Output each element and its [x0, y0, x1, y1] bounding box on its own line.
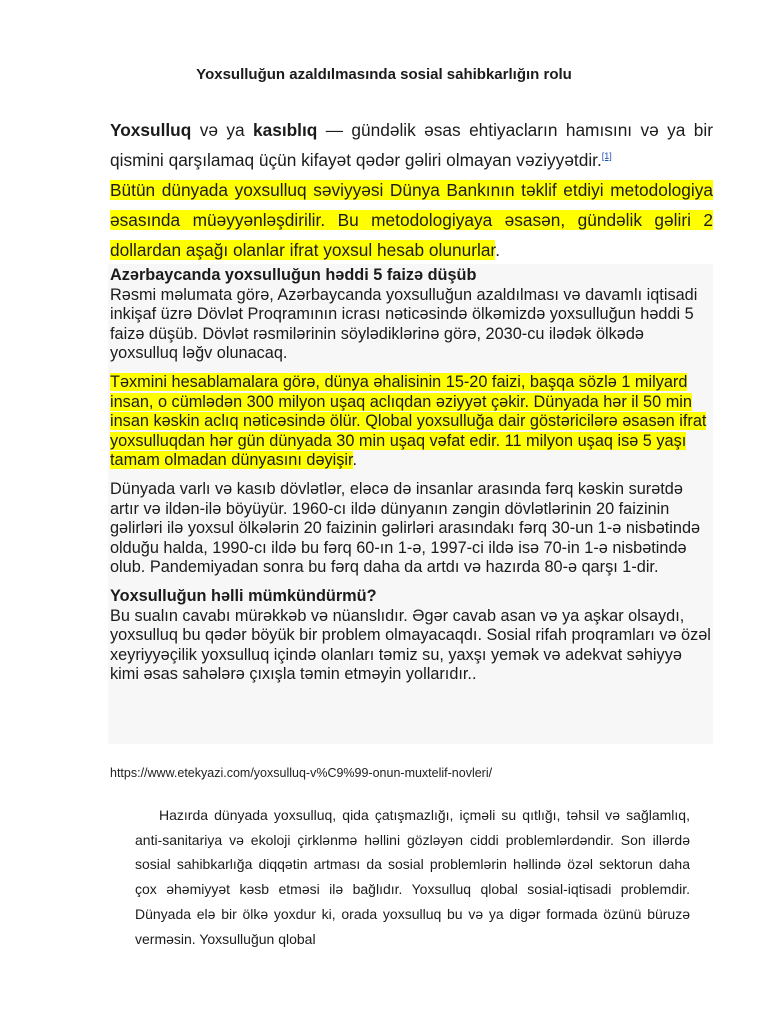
statistics-highlight: Təxmini hesablamalara görə, dünya əhalisinin 15-20 faizi, başqa sözlə 1 milyard insan, o cümlədən 300 milyon uşaq aclıqdan əziyyət çəkir. Dünyada hər il 50 min insan kəskin aclıq nəticəsində ölür. Qlobal yoxsulluğa dair göstəricilərə əsasən ifrat yoxsulluqdan hər gün dünyada 30 min uşaq vəfat edir. 11 milyon uşaq isə 5 yaşı tamam olmadan dünyasını dəyişir [110, 372, 707, 470]
body-text [135, 803, 690, 951]
intro-block [110, 115, 713, 265]
page-title: Yoxsulluğun azaldılmasında sosial sahibkarlığın rolu [196, 66, 572, 83]
section-paragraph-solution: Bu sualın cavabı mürəkkəb və nüanslıdır. Əgər cavab asan və ya aşkar olsaydı, yoxsulluq bu qədər böyük bir problem olmayacaqdı. Sosial rifah proqramları və özəl xeyriyyəçilik yoxsulluq içində olanları təmiz su, yaxşı yemək və adekvat səhiyyə kimi əsas sahələrə çıxışla təmin etməyin yollarıdır.. [110, 606, 711, 684]
section-paragraph-azerbaijan: Rəsmi məlumata görə, Azərbaycanda yoxsulluğun azaldılması və davamlı iqtisadi inkişaf üzrə Dövlət Proqramının icrası nəticəsində ölkəmizdə yoxsulluğun həddi 5 faizə düşüb. Dövlət rəsmilərinin söylədiklərinə görə, 2030-cu ilədək ölkədə yoxsulluq ləğv olunacaq. [110, 285, 698, 363]
section-heading-solution: Yoxsulluğun həlli mümkündürmü? [110, 586, 377, 605]
body-paragraph: Hazırda dünyada yoxsulluq, qida çatışmazlığı, içməli su qıtlığı, təhsil və sağlamlıq, anti-sanitariya və ekoloji çirklənmə həllini gözləyən ciddi problemlərdəndir. Son illərdə sosial sahibkarlığa diqqətin artması da sosial problemlərin həllində özəl sektorun daha çox əhəmiyyət kəsb etməsi ilə bağlıdır. Yoxsulluq qlobal sosial-iqtisadi problemdir. Dünyada elə bir ölkə yoxdur ki, orada yoxsulluq bu və ya digər formada özünü büruzə verməsin. Yoxsulluğun qlobal [135, 807, 690, 947]
statistics-end: . [352, 451, 358, 470]
intro-definition: — gündəlik əsas ehtiyacların hamısını və ya bir qismini qarşılamaq üçün kifayət qədər gəliri olmayan vəziyyətdir. [110, 120, 713, 170]
intro-highlight-paragraph [110, 175, 713, 265]
source-url[interactable]: https://www.etekyazi.com/yoxsulluq-v%C9%99-onun-muxtelif-novleri/ [110, 766, 493, 780]
intro-paragraph [110, 115, 713, 175]
intro-end: . [495, 240, 501, 260]
intro-join: və ya [191, 120, 253, 140]
term-yoxsulluq: Yoxsulluq [110, 120, 192, 140]
quoted-article-box [108, 264, 713, 744]
term-kasibliq: kasıblıq [252, 120, 318, 140]
section-heading-azerbaijan: Azərbaycanda yoxsulluğun həddi 5 faizə düşüb [110, 266, 477, 284]
statistics-paragraph [110, 373, 713, 471]
inequality-paragraph: Dünyada varlı və kasıb dövlətlər, eləcə də insanlar arasında fərq kəskin surətdə artır və ildən-ilə böyüyür. 1960-cı ildə dünyanın zəngin dövlətlərinin 20 faizinin gəlirləri ilə yoxsul ölkələrin 20 faizinin gəlirləri arasındakı fərq 30-un 1-ə nisbətində olduğu halda, 1990-cı ildə bu fərq 60-ın 1-ə, 1997-ci ildə isə 70-in 1-ə nisbətində olub. Pandemiyadan sonra bu fərq daha da artdı və hazırda 80-ə qarşı 1-dir. [110, 479, 701, 577]
intro-highlight: Bütün dünyada yoxsulluq səviyyəsi Dünya Bankının təklif etdiyi metodologiya əsasında müəyyənləşdirilir. Bu metodologiyaya əsasən, gündəlik gəliri 2 dollardan aşağı olanlar ifrat yoxsul hesab olunurlar [110, 180, 713, 260]
reference-link[interactable]: [1] [601, 151, 612, 162]
